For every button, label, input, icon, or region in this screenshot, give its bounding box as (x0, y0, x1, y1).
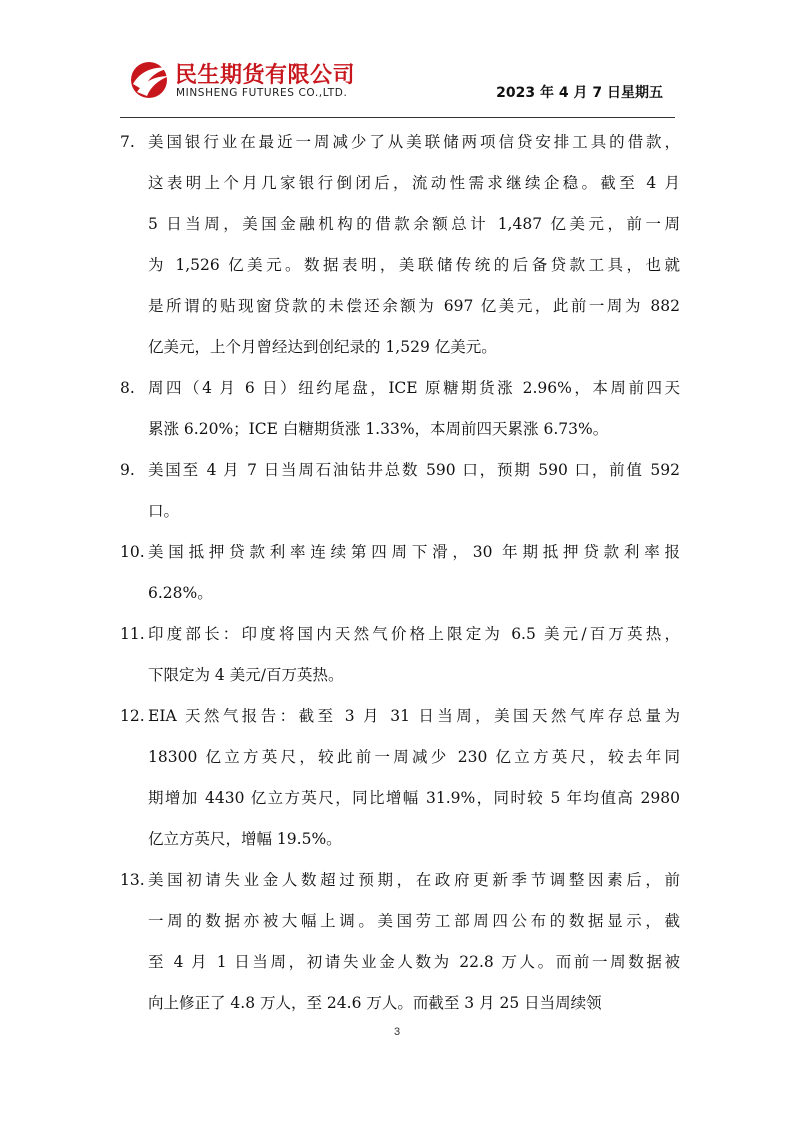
list-item-text-line: 6.28%。 (148, 584, 213, 602)
list-item-number: 8. (120, 379, 135, 397)
list-item (120, 368, 680, 450)
list-item (120, 450, 680, 532)
list-item (120, 614, 680, 696)
list-item-text-line: 这表明上个月几家银行倒闭后，流动性需求继续企稳。截至 4 月 (148, 174, 680, 192)
document-body (120, 122, 680, 1024)
list-item-text-line: 口。 (148, 502, 180, 520)
list-item-text-line: 是所谓的贴现窗贷款的未偿还余额为 697 亿美元，此前一周为 882 (148, 297, 680, 315)
list-item-text-line: 亿美元，上个月曾经达到创纪录的 1,529 亿美元。 (148, 338, 497, 356)
company-logo (127, 56, 377, 104)
list-item-text-line: EIA 天然气报告：截至 3 月 31 日当周，美国天然气库存总量为 (148, 707, 680, 725)
list-item-number: 7. (120, 133, 135, 151)
list-item (120, 696, 680, 860)
list-item-number: 13. (120, 871, 145, 889)
report-date: 2023 年 4 月 7 日星期五 (496, 85, 663, 101)
logo-english-name: MINSHENG FUTURES CO.,LTD. (176, 87, 348, 99)
logo-chinese-name: 民生期货有限公司 (175, 63, 356, 88)
header-divider (120, 117, 675, 118)
list-item-text-line: 5 日当周，美国金融机构的借款余额总计 1,487 亿美元，前一周 (148, 215, 680, 233)
list-item-text-line: 期增加 4430 亿立方英尺，同比增幅 31.9%，同时较 5 年均值高 2980 (148, 789, 680, 807)
list-item-text-line: 18300 亿立方英尺，较此前一周减少 230 亿立方英尺，较去年同 (148, 748, 680, 766)
list-item-number: 9. (120, 461, 135, 479)
list-item-number: 10. (120, 543, 145, 561)
list-item-text-line: 印度部长：印度将国内天然气价格上限定为 6.5 美元/百万英热， (148, 625, 680, 643)
list-item-text-line: 美国初请失业金人数超过预期，在政府更新季节调整因素后，前 (148, 871, 680, 889)
list-item-text-line: 至 4 月 1 日当周，初请失业金人数为 22.8 万人。而前一周数据被 (148, 953, 680, 971)
page-number: 3 (393, 1026, 401, 1038)
list-item-number: 11. (120, 625, 145, 643)
list-item-text-line: 向上修正了 4.8 万人，至 24.6 万人。而截至 3 月 25 日当周续领 (148, 994, 602, 1012)
page-header (120, 52, 675, 118)
list-item-text-line: 为 1,526 亿美元。数据表明，美联储传统的后备贷款工具，也就 (148, 256, 680, 274)
list-item-text-line: 下限定为 4 美元/百万英热。 (148, 666, 344, 684)
list-item-text-line: 美国抵押贷款利率连续第四周下滑，30 年期抵押贷款利率报 (148, 543, 680, 561)
list-item-text-line: 累涨 6.20%；ICE 白糖期货涨 1.33%，本周前四天累涨 6.73%。 (148, 420, 609, 438)
list-item-text-line: 周四（4 月 6 日）纽约尾盘，ICE 原糖期货涨 2.96%，本周前四天 (148, 379, 680, 397)
list-item-number: 12. (120, 707, 145, 725)
minsheng-logo-icon (127, 56, 173, 102)
list-item-text-line: 亿立方英尺，增幅 19.5%。 (148, 830, 342, 848)
list-item (120, 532, 680, 614)
list-item-text-line: 一周的数据亦被大幅上调。美国劳工部周四公布的数据显示，截 (148, 912, 680, 930)
list-item (120, 122, 680, 368)
list-item-text-line: 美国至 4 月 7 日当周石油钻井总数 590 口，预期 590 口，前值 592 (148, 461, 680, 479)
list-item-text-line: 美国银行业在最近一周减少了从美联储两项信贷安排工具的借款， (148, 133, 680, 151)
list-item (120, 860, 680, 1024)
